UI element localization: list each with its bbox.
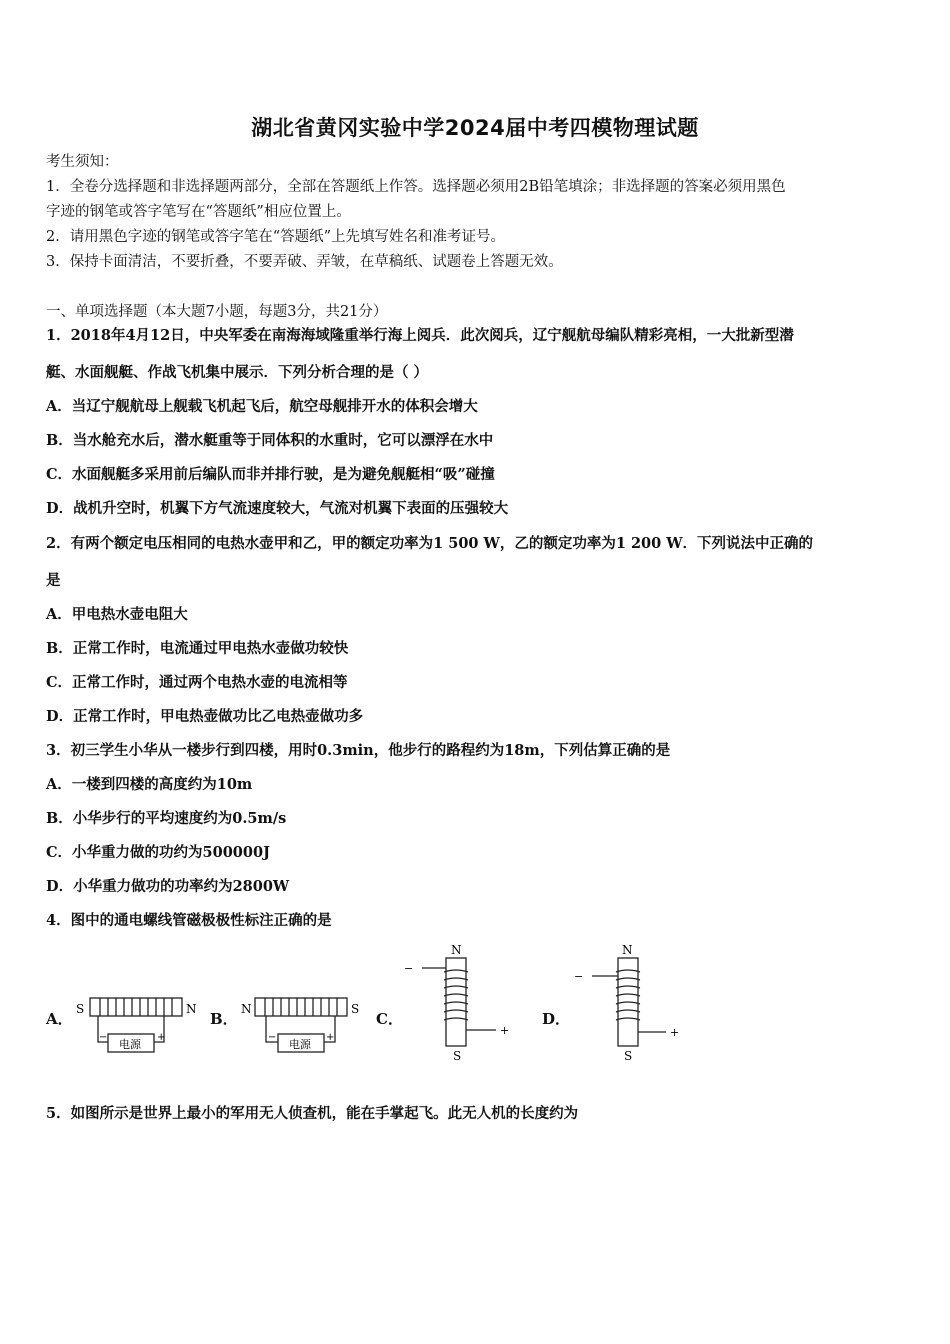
- option-d-label: D．: [542, 1010, 571, 1028]
- solenoid-a-plus: +: [157, 1032, 166, 1043]
- question-1-option-d: D．战机升空时，机翼下方气流速度较大，气流对机翼下表面的压强较大: [46, 500, 509, 517]
- notice-item: 3．保持卡面清洁，不要折叠，不要弄破、弄皱，在草稿纸、试题卷上答题无效。: [46, 254, 563, 270]
- solenoid-d-plus: +: [670, 1026, 680, 1039]
- question-2-stem: 2．有两个额定电压相同的电热水壶甲和乙，甲的额定功率为1 500 W，乙的额定功率为1 200 W．下列说法中正确的: [46, 535, 814, 552]
- question-5-stem: 5．如图所示是世界上最小的军用无人侦查机，能在手掌起飞。此无人机的长度约为: [46, 1105, 579, 1122]
- solenoid-a-right-pole: N: [186, 1002, 197, 1016]
- question-1-option-c: C．水面舰艇多采用前后编队而非并排行驶，是为避免舰艇相“吸”碰撞: [46, 466, 495, 483]
- section-heading: 一、单项选择题（本大题7小题，每题3分，共21分）: [46, 304, 388, 320]
- question-3-stem: 3．初三学生小华从一楼步行到四楼，用时0.3min，他步行的路程约为18m，下列估算正确的是: [46, 742, 671, 759]
- question-3-option-b: B．小华步行的平均速度约为0.5m/s: [46, 810, 287, 827]
- question-2-option-d: D．正常工作时，甲电热壶做功比乙电热壶做功多: [46, 708, 364, 725]
- question-3-option-c: C．小华重力做的功约为500000J: [46, 844, 270, 861]
- option-a-label: A．: [46, 1010, 73, 1028]
- notice-item: 字迹的钢笔或答字笔写在“答题纸”相应位置上。: [46, 204, 351, 220]
- solenoid-c-bottom-pole: S: [453, 1049, 462, 1063]
- solenoid-a-left-pole: S: [76, 1002, 85, 1016]
- page-title: 湖北省黄冈实验中学2024届中考四模物理试题: [251, 116, 699, 140]
- question-2-stem-cont: 是: [46, 572, 61, 589]
- solenoid-c-plus: +: [500, 1024, 510, 1037]
- solenoid-b-source-label: 电源: [289, 1038, 311, 1051]
- solenoid-b-plus: +: [326, 1032, 335, 1043]
- solenoid-c-top-pole: N: [451, 943, 462, 957]
- question-1-stem: 1．2018年4月12日，中央军委在南海海域隆重举行海上阅兵．此次阅兵，辽宁舰航母编队精彩亮相，一大批新型潜: [46, 327, 794, 344]
- solenoid-c-minus: −: [404, 962, 414, 975]
- option-b-label: B．: [210, 1010, 238, 1028]
- notice-item: 2．请用黑色字迹的钢笔或答字笔在“答题纸”上先填写姓名和准考证号。: [46, 229, 506, 245]
- solenoid-d-top-pole: N: [622, 943, 633, 957]
- notice-item: 1．全卷分选择题和非选择题两部分，全部在答题纸上作答。选择题必须用2B铅笔填涂；非选择题的答案必须用黑色: [46, 179, 786, 195]
- question-3-option-a: A．一楼到四楼的高度约为10m: [46, 776, 253, 793]
- solenoid-c: [422, 958, 496, 1046]
- solenoid-b-right-pole: S: [351, 1002, 360, 1016]
- solenoid-a-source-label: 电源: [119, 1038, 141, 1051]
- question-2-option-a: A．甲电热水壶电阻大: [46, 606, 188, 623]
- question-2-option-c: C．正常工作时，通过两个电热水壶的电流相等: [46, 674, 348, 691]
- question-1-option-a: A．当辽宁舰航母上舰载飞机起飞后，航空母舰排开水的体积会增大: [46, 398, 478, 415]
- question-2-option-b: B．正常工作时，电流通过甲电热水壶做功较快: [46, 640, 349, 657]
- solenoid-figure: [40, 940, 740, 1070]
- option-c-label: C．: [376, 1010, 403, 1028]
- question-4-stem: 4．图中的通电螺线管磁极极性标注正确的是: [46, 912, 332, 929]
- solenoid-d: [592, 958, 666, 1046]
- solenoid-a-minus: −: [99, 1032, 108, 1043]
- solenoid-b-minus: −: [268, 1032, 277, 1043]
- solenoid-d-bottom-pole: S: [624, 1049, 633, 1063]
- question-1-option-b: B．当水舱充水后，潜水艇重等于同体积的水重时，它可以漂浮在水中: [46, 432, 494, 449]
- solenoid-b-left-pole: N: [241, 1002, 252, 1016]
- question-3-option-d: D．小华重力做功的功率约为2800W: [46, 878, 290, 895]
- solenoid-diagrams: [40, 940, 740, 1070]
- notice-heading: 考生须知：: [46, 154, 119, 170]
- question-1-stem-cont: 艇、水面舰艇、作战飞机集中展示．下列分析合理的是（ ）: [46, 364, 429, 381]
- solenoid-d-minus: −: [574, 970, 584, 983]
